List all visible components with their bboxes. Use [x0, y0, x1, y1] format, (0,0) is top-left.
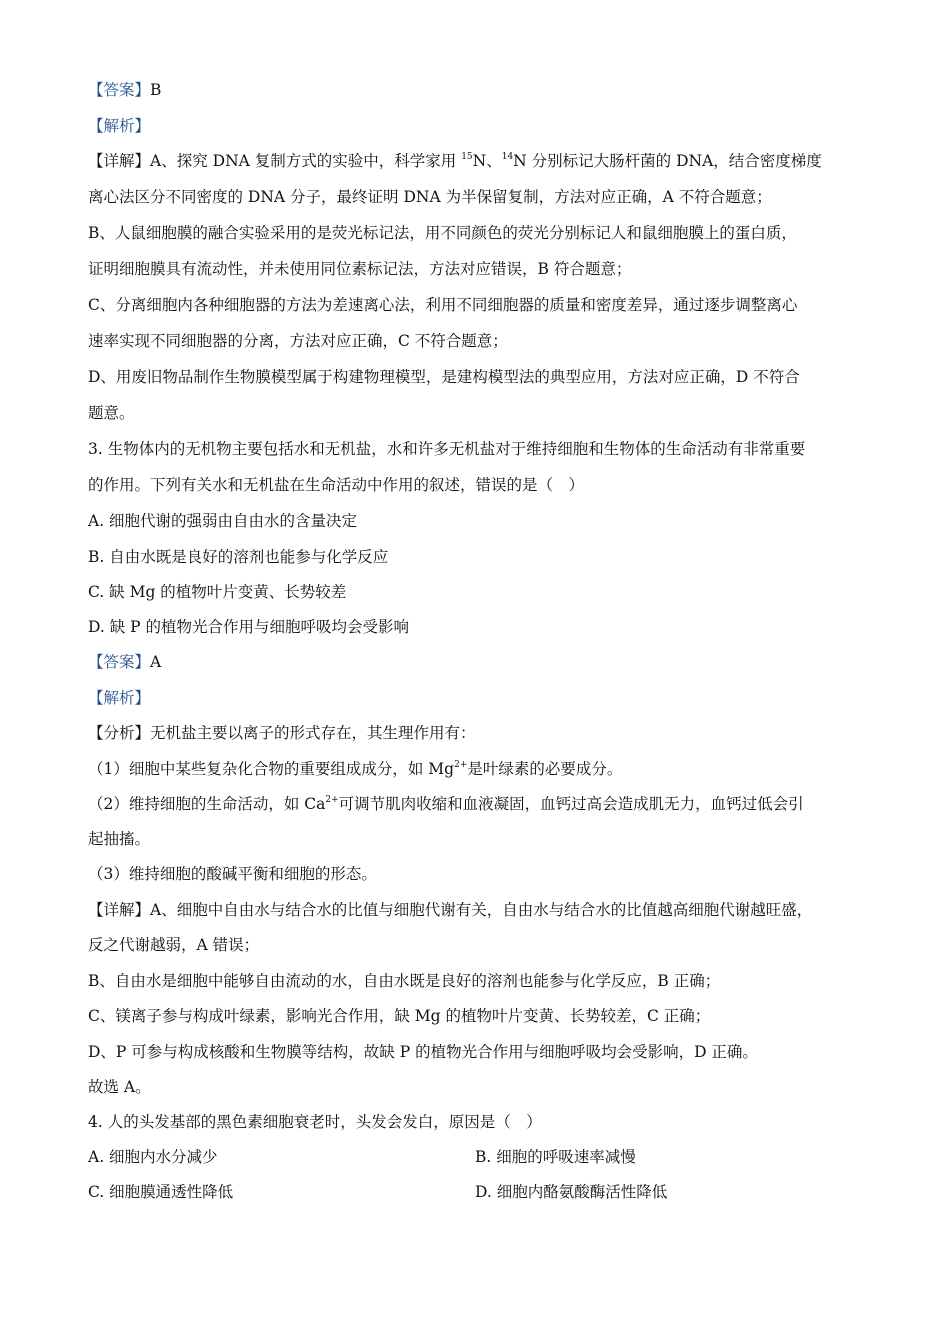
point-text: （2）维持细胞的生命活动，如 Ca: [88, 795, 326, 813]
answer-value: B: [150, 81, 162, 99]
q3-detail-a-line1: [88, 900, 868, 920]
detail-text: N 分别标记大肠杆菌的 DNA，结合密度梯度: [513, 152, 822, 170]
q3-detail-b: B、自由水是细胞中能够自由流动的水，自由水既是良好的溶剂也能参与化学反应，B 正确；: [88, 972, 721, 990]
detail-tag: 【详解】: [88, 152, 151, 170]
isotope-superscript: 14: [501, 152, 514, 162]
q2-detail-b-line1: B、人鼠细胞膜的融合实验采用的是荧光标记法，用不同颜色的荧光分别标记人和鼠细胞膜上的蛋白质，: [88, 224, 797, 242]
q3-stem-line1: 3. 生物体内的无机物主要包括水和无机盐，水和许多无机盐对于维持细胞和生物体的生命活动有非常重要: [88, 440, 806, 458]
q3-detail-a-line2: 反之代谢越弱，A 错误；: [88, 936, 260, 954]
q2-detail-c-line2: 速率实现不同细胞器的分离，方法对应正确，C 不符合题意；: [88, 332, 508, 350]
q4-option-a: A. 细胞内水分减少: [88, 1148, 218, 1166]
q3-option-a: A. 细胞代谢的强弱由自由水的含量决定: [88, 512, 358, 530]
analysis-tag: 【解析】: [88, 117, 151, 135]
detail-text: N、: [472, 152, 502, 170]
q4-option-c: C. 细胞膜通透性降低: [88, 1183, 234, 1201]
answer-tag: 【答案】: [88, 653, 151, 671]
q2-detail-d-line2: 题意。: [88, 404, 135, 422]
detail-text: A、探究 DNA 复制方式的实验中，科学家用: [150, 152, 462, 170]
q4-stem: 4. 人的头发基部的黑色素细胞衰老时，头发会发白，原因是（ ）: [88, 1113, 542, 1131]
q3-option-d: D. 缺 P 的植物光合作用与细胞呼吸均会受影响: [88, 618, 410, 636]
q2-detail-c-line1: C、分离细胞内各种细胞器的方法为差速离心法，利用不同细胞器的质量和密度差异，通过逐步调整离心: [88, 296, 798, 314]
q2-detail-a-line2: 离心法区分不同密度的 DNA 分子，最终证明 DNA 为半保留复制，方法对应正确，A 不符合题意；: [88, 188, 772, 206]
analysis-tag: 【解析】: [88, 689, 151, 707]
point-text: 是叶绿素的必要成分。: [467, 760, 623, 778]
q3-detail-c: C、镁离子参与构成叶绿素，影响光合作用，缺 Mg 的植物叶片变黄、长势较差，C 正确；: [88, 1007, 711, 1025]
q3-stem-line2: 的作用。下列有关水和无机盐在生命活动中作用的叙述，错误的是（ ）: [88, 476, 585, 494]
q3-conclusion: 故选 A。: [88, 1078, 151, 1096]
q2-answer-line: [88, 80, 868, 100]
q4-option-d: D. 细胞内酪氨酸酶活性降低: [475, 1183, 668, 1201]
q3-point-2-cont: 起抽搐。: [88, 830, 151, 848]
point-text: （1）细胞中某些复杂化合物的重要组成成分，如 Mg: [88, 760, 455, 778]
q2-detail-b-line2: 证明细胞膜具有流动性，并未使用同位素标记法，方法对应错误，B 符合题意；: [88, 260, 632, 278]
fenxi-tag: 【分析】: [88, 724, 151, 742]
isotope-superscript: 15: [461, 152, 473, 162]
ion-charge-superscript: 2+: [325, 795, 339, 805]
point-text: 可调节肌肉收缩和血液凝固，血钙过高会造成肌无力，血钙过低会引: [338, 795, 804, 813]
detail-tag: 【详解】: [88, 901, 151, 919]
q3-analysis-line: [88, 688, 868, 708]
ion-charge-superscript: 2+: [454, 760, 468, 770]
fenxi-text: 无机盐主要以离子的形式存在，其生理作用有：: [150, 724, 476, 742]
q3-point-2: [88, 794, 868, 814]
q3-point-3: （3）维持细胞的酸碱平衡和细胞的形态。: [88, 865, 377, 883]
detail-text: A、细胞中自由水与结合水的比值与细胞代谢有关，自由水与结合水的比值越高细胞代谢越旺盛，: [150, 901, 813, 919]
answer-value: A: [150, 653, 162, 671]
q3-option-c: C. 缺 Mg 的植物叶片变黄、长势较差: [88, 583, 347, 601]
q4-option-b: B. 细胞的呼吸速率减慢: [475, 1148, 636, 1166]
q3-answer-line: [88, 652, 868, 672]
q2-detail-a-line1: [88, 151, 868, 171]
q3-point-1: [88, 759, 868, 779]
q3-fenxi-line: [88, 723, 868, 743]
q2-detail-d-line1: D、用废旧物品制作生物膜模型属于构建物理模型，是建构模型法的典型应用，方法对应正确，D 不符合: [88, 368, 800, 386]
q3-option-b: B. 自由水既是良好的溶剂也能参与化学反应: [88, 548, 389, 566]
answer-tag: 【答案】: [88, 81, 151, 99]
q2-analysis-line: [88, 116, 868, 136]
q3-detail-d: D、P 可参与构成核酸和生物膜等结构，故缺 P 的植物光合作用与细胞呼吸均会受影响，D 正确。: [88, 1043, 758, 1061]
